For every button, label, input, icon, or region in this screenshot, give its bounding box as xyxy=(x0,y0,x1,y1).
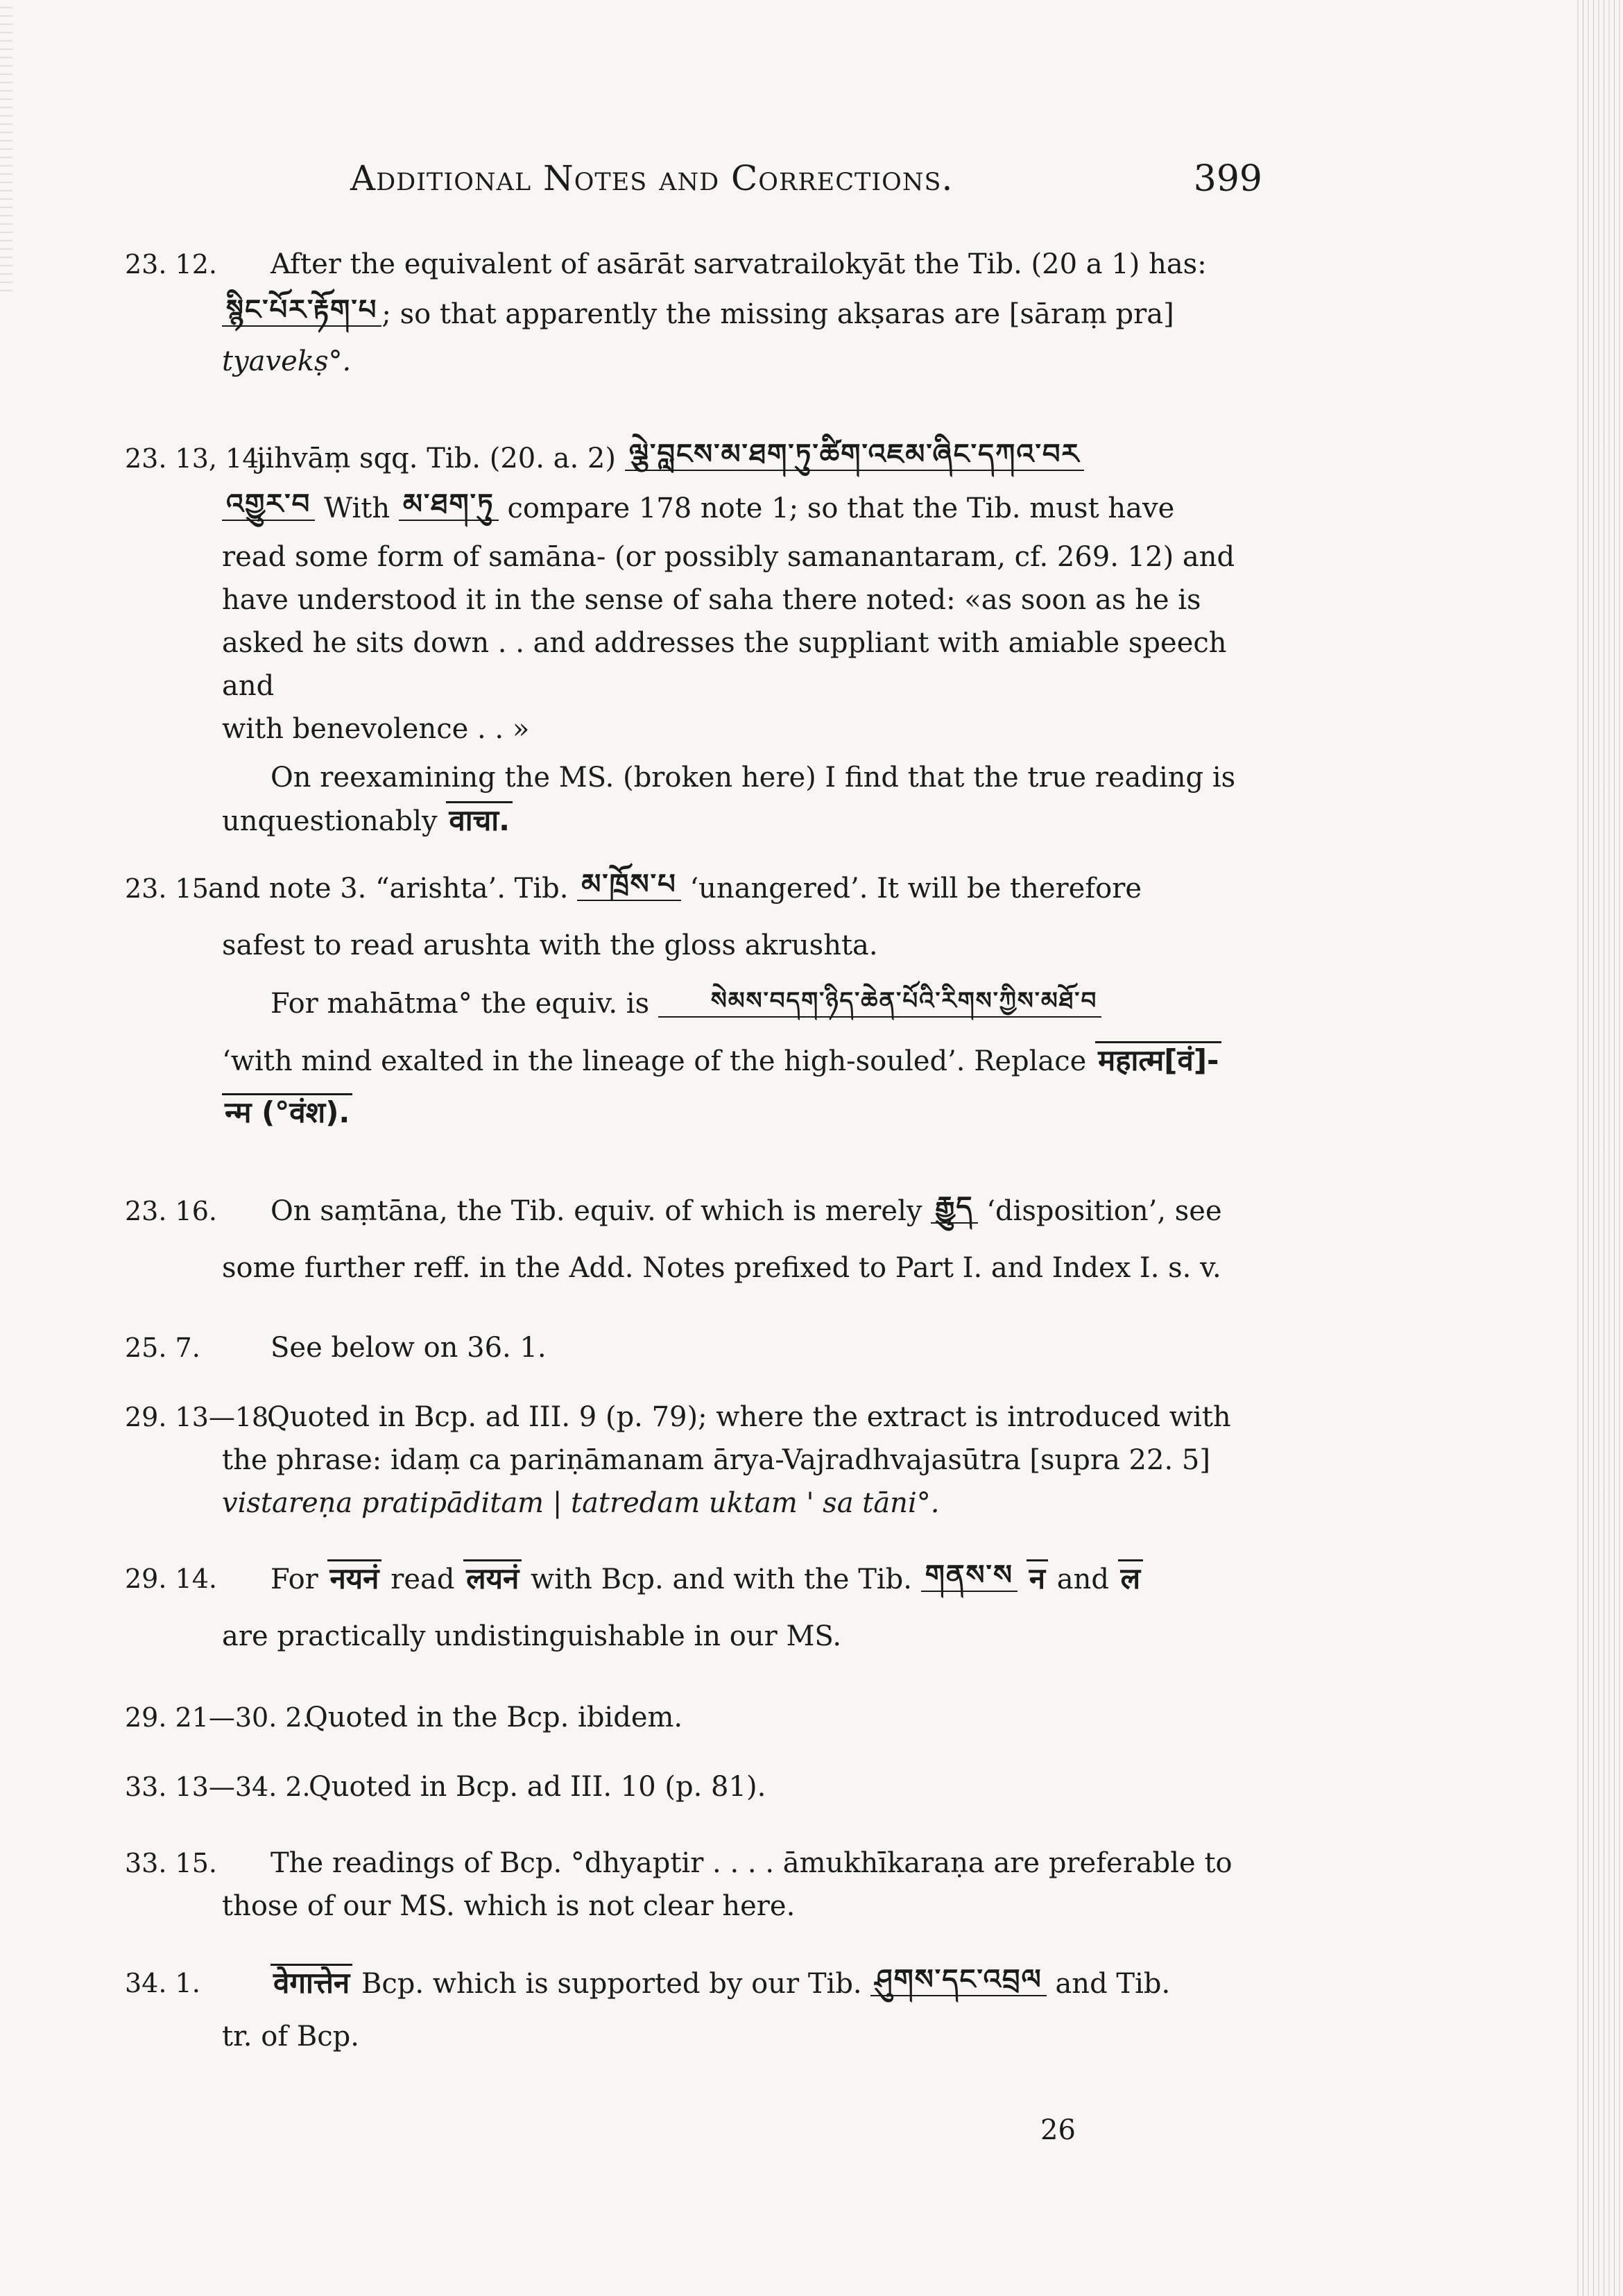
folio-signature: 26 xyxy=(1040,2114,1076,2146)
entry-ref: 29. 21—30. 2. xyxy=(125,1702,311,1733)
tibetan-text: སེམས་བདག་ཉིད་ཆེན་པོའི་རིགས་ཀྱིས་མཐོ་བ xyxy=(658,986,1101,1018)
entry-line xyxy=(222,487,1262,530)
note-entry xyxy=(125,437,1262,843)
tibetan-text: གནས་ས xyxy=(921,1560,1017,1592)
entry-line: tr. of Bcp. xyxy=(222,2021,359,2053)
tibetan-text: ལྕེ་བླངས་མ་ཐག་ཏུ་ཚིག་འཇམ་ཞིང་དཀའ་བར xyxy=(625,439,1085,471)
entry-line: read some form of samāna- (or possibly samanantaram, cf. 269. 12) and xyxy=(222,541,1235,573)
entry-text: unquestionably xyxy=(222,805,438,837)
scan-edge-right xyxy=(1573,0,1623,2296)
entry-line xyxy=(208,867,1262,910)
entry-line: those of our MS. which is not clear here. xyxy=(222,1890,796,1922)
entry-ref: 23. 16. xyxy=(125,1196,217,1226)
entry-line: On reexamining the MS. (broken here) I find that the true reading is xyxy=(270,762,1236,794)
devanagari-text: न xyxy=(1027,1559,1048,1595)
tibetan-text: མ་ཁྲོས་པ xyxy=(577,869,681,901)
entry-line: are practically undistinguishable in our MS. xyxy=(222,1620,842,1652)
entry-line: asked he sits down . . and addresses the suppliant with amiable speech and xyxy=(222,627,1227,702)
entry-line xyxy=(270,1190,1262,1233)
entry-line: the phrase: idaṃ ca pariṇāmanam ārya-Vajradhvajasūtra [supra 22. 5] xyxy=(222,1444,1210,1476)
entry-line: with benevolence . . » xyxy=(222,713,530,745)
entry-text: With xyxy=(324,492,390,524)
entry-ref: 25. 7. xyxy=(125,1333,200,1363)
entry-text: ‘disposition’, see xyxy=(986,1195,1222,1227)
entry-line xyxy=(270,1962,1262,2005)
tibetan-text: སྙིང་པོར་རྟོག་པ xyxy=(222,295,381,327)
entry-line: tyavekṣ°. xyxy=(222,345,352,377)
note-entry xyxy=(125,243,1262,383)
entry-text: ‘unangered’. It will be therefore xyxy=(689,873,1142,905)
entry-text: and note 3. “arishta’. Tib. xyxy=(208,873,569,905)
header-title: Additional Notes and Corrections. xyxy=(350,158,954,198)
entry-line: See below on 36. 1. xyxy=(270,1332,547,1364)
entry-line: have understood it in the sense of saha there noted: «as soon as he is xyxy=(222,584,1201,616)
note-entry xyxy=(125,1962,1262,2058)
entry-line: The readings of Bcp. °dhyaptir . . . . āmukhīkaraṇa are preferable to xyxy=(270,1847,1233,1879)
entry-text: compare 178 note 1; so that the Tib. must have xyxy=(507,492,1175,524)
tibetan-text: རྒྱུད xyxy=(931,1192,977,1224)
entry-ref: 23. 13, 14. xyxy=(125,443,268,474)
entry-text: For xyxy=(270,1563,318,1595)
entry-line: Quoted in Bcp. ad III. 10 (p. 81). xyxy=(309,1771,766,1803)
entry-ref: 23. 12. xyxy=(125,249,217,280)
devanagari-text: नयनं xyxy=(327,1559,382,1595)
devanagari-text: वाचा. xyxy=(446,801,513,837)
entry-line: Quoted in Bcp. ad III. 9 (p. 79); where the extract is introduced with xyxy=(267,1401,1231,1433)
entry-ref: 29. 14. xyxy=(125,1563,217,1594)
entry-line xyxy=(222,1091,1262,1135)
entry-line: some further reff. in the Add. Notes prefixed to Part I. and Index I. s. v. xyxy=(222,1252,1221,1284)
note-entry xyxy=(125,867,1262,1135)
tibetan-text: ཤུགས་དང་འབྲལ xyxy=(870,1964,1046,1996)
entry-ref: 33. 13—34. 2. xyxy=(125,1772,311,1802)
entry-text: For mahātma° the equiv. is xyxy=(270,988,650,1020)
entry-line xyxy=(222,1039,1262,1083)
entry-text: and xyxy=(1056,1563,1109,1595)
devanagari-text: लयनं xyxy=(463,1559,522,1595)
entry-ref: 23. 15 xyxy=(125,873,209,904)
devanagari-text: वेगात्तेन xyxy=(270,1964,352,2000)
page-number: 399 xyxy=(1193,158,1262,200)
entry-text: Bcp. which is supported by our Tib. xyxy=(361,1968,862,2000)
entry-line xyxy=(222,982,1262,1025)
note-entry xyxy=(125,1696,1262,1739)
entry-text: with Bcp. and with the Tib. xyxy=(531,1563,912,1595)
note-entry xyxy=(125,1190,1262,1290)
note-entry xyxy=(125,1842,1262,1928)
entry-text: ‘with mind exalted in the lineage of the high-souled’. Replace xyxy=(222,1045,1087,1077)
devanagari-text: ल xyxy=(1118,1559,1143,1595)
entry-line: vistareṇa pratipāditam | tatredam uktam ' sa tāni°. xyxy=(222,1487,940,1519)
entry-line xyxy=(222,293,1262,336)
entry-line xyxy=(257,437,1262,480)
entry-ref: 29. 13—18. xyxy=(125,1402,277,1432)
devanagari-text: महात्म[वं]- xyxy=(1095,1041,1221,1077)
entry-text: On saṃtāna, the Tib. equiv. of which is merely xyxy=(270,1195,922,1227)
entry-line: safest to read arushta with the gloss akrushta. xyxy=(222,929,878,961)
entry-text: read xyxy=(390,1563,455,1595)
note-entry xyxy=(125,1765,1262,1808)
entry-ref: 33. 15. xyxy=(125,1848,217,1878)
tibetan-text: འགྱུར་བ xyxy=(222,489,315,521)
devanagari-text: न्म (°वंश). xyxy=(222,1093,352,1129)
entry-text: ; so that apparently the missing akṣaras are [sāraṃ pra] xyxy=(381,298,1174,330)
note-entry xyxy=(125,1396,1262,1525)
entry-line: After the equivalent of asārāt sarvatrailokyāt the Tib. (20 a 1) has: xyxy=(270,248,1207,280)
entry-ref: 34. 1. xyxy=(125,1968,200,1998)
entry-line xyxy=(222,799,1262,843)
scan-edge-left xyxy=(0,0,12,291)
tibetan-text: མ་ཐག་ཏུ xyxy=(399,489,499,521)
note-entry xyxy=(125,1557,1262,1658)
entry-text: jihvāṃ sqq. Tib. (20. a. 2) xyxy=(257,443,616,474)
entry-line xyxy=(270,1557,1262,1601)
entry-text: and Tib. xyxy=(1055,1968,1171,2000)
running-header xyxy=(0,158,1623,214)
note-entry xyxy=(125,1326,1262,1369)
entry-line: Quoted in the Bcp. ibidem. xyxy=(305,1702,683,1733)
